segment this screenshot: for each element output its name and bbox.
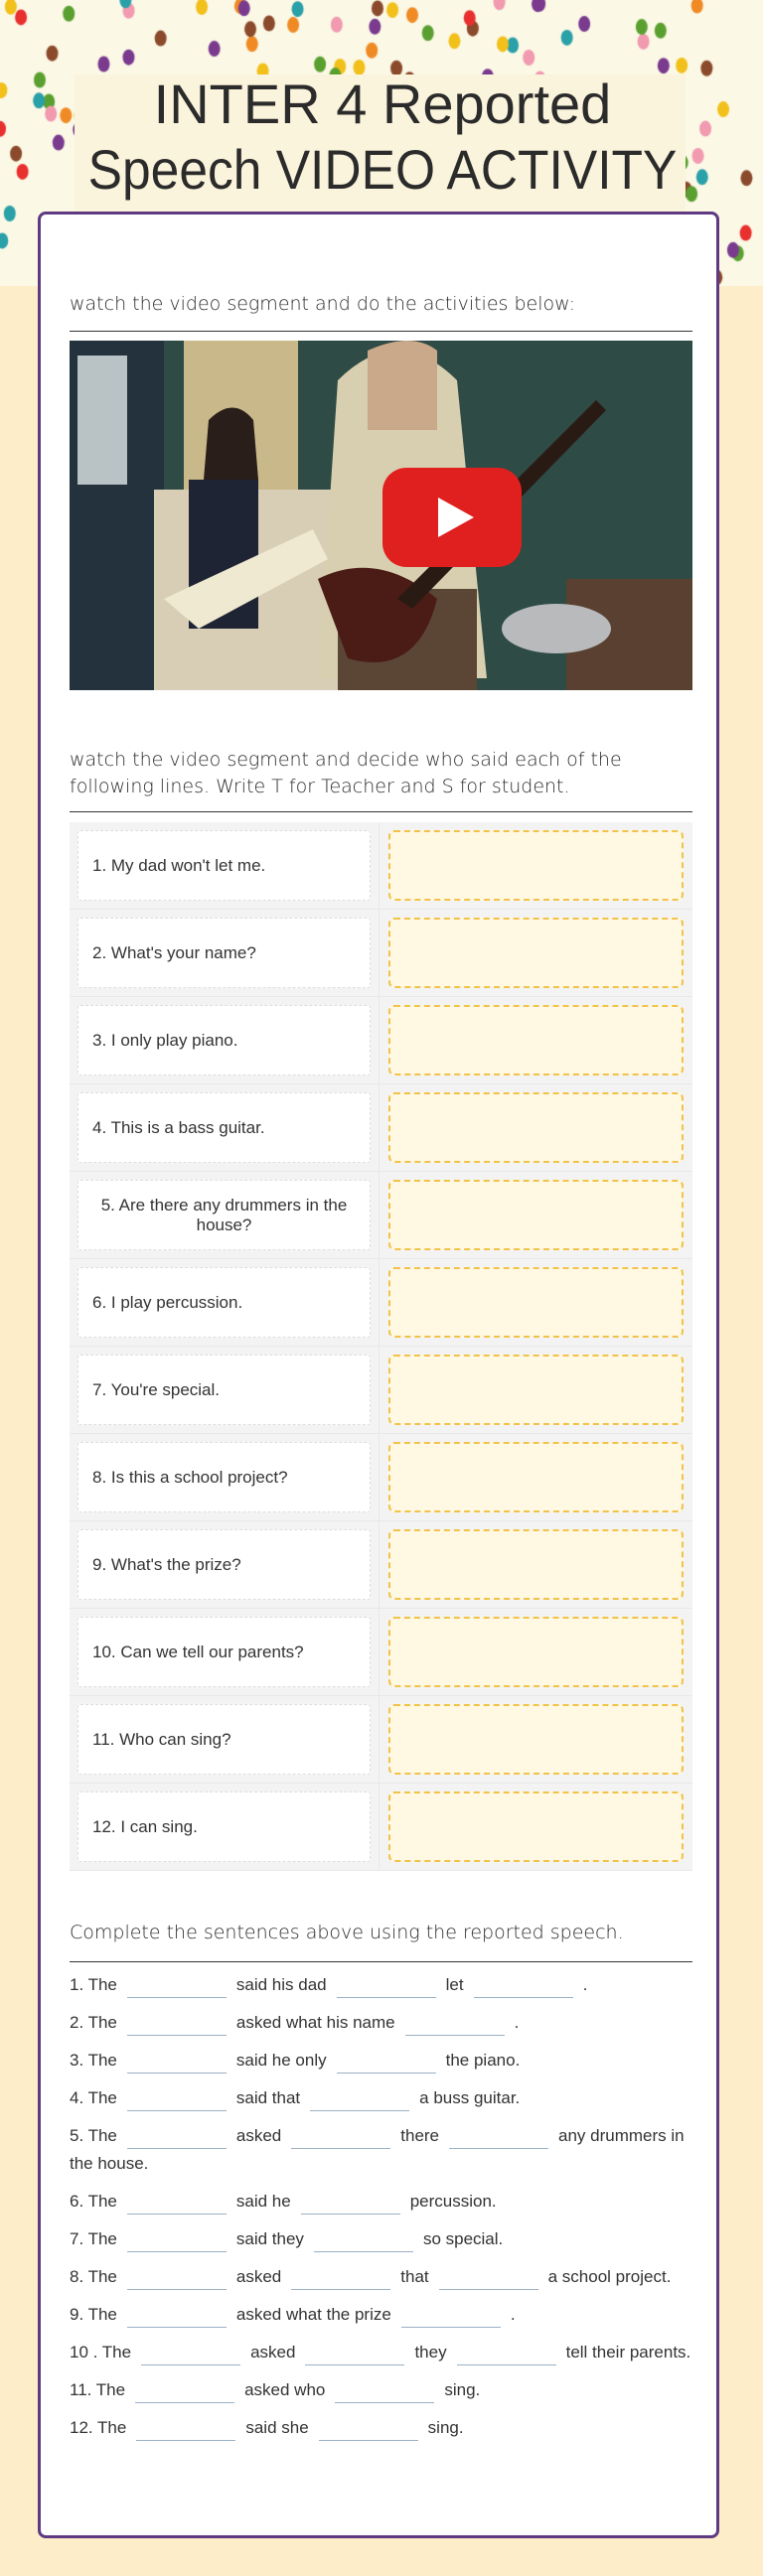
quote-cell (70, 1347, 380, 1433)
blank-input[interactable] (127, 2013, 227, 2036)
sentence-text: 6. The (70, 2192, 117, 2211)
quote-cell (70, 1609, 380, 1695)
sentence-text: said his dad (235, 1975, 327, 1994)
answer-cell (380, 1172, 692, 1258)
sentence-text: asked (235, 2126, 282, 2145)
blank-input[interactable] (305, 2343, 404, 2365)
blank-input[interactable] (127, 2051, 227, 2074)
blank-input[interactable] (127, 2267, 227, 2290)
sentence (70, 2009, 695, 2037)
sentence-text: that (400, 2267, 429, 2286)
sentence-text: 11. The (70, 2380, 126, 2399)
answer-cell (380, 1521, 692, 1608)
section1-heading: watch the video segment and do the activities below: (70, 293, 576, 315)
blank-input[interactable] (127, 2305, 227, 2328)
sentence-text: sing. (444, 2380, 481, 2399)
quote-card[interactable]: 6. I play percussion. (77, 1267, 371, 1338)
divider (70, 811, 692, 812)
sentence-text: said she (245, 2418, 309, 2437)
page-title (60, 72, 705, 203)
drop-zone[interactable] (388, 1005, 684, 1075)
quote-cell (70, 1521, 380, 1608)
quote-cell (70, 822, 380, 909)
table-row (70, 1172, 692, 1259)
sentence-text: 2. The (70, 2013, 117, 2032)
sentence-text: . (514, 2013, 520, 2032)
divider (70, 331, 692, 332)
drop-zone[interactable] (388, 1791, 684, 1862)
drop-zone[interactable] (388, 1092, 684, 1163)
section2-heading: watch the video segment and decide who said each of the following lines. Write T for Teacher and S for student. (70, 749, 622, 797)
title-line-1: INTER 4 Reported (153, 72, 612, 135)
blank-input[interactable] (457, 2343, 556, 2365)
quote-card[interactable]: 7. You're special. (77, 1355, 371, 1425)
drop-zone[interactable] (388, 1442, 684, 1512)
sentence-text: asked what his name (235, 2013, 395, 2032)
sentence-text: said he (235, 2192, 291, 2211)
blank-input[interactable] (127, 2229, 227, 2252)
sentence (70, 2414, 695, 2442)
blank-input[interactable] (136, 2418, 235, 2441)
answer-cell (380, 910, 692, 996)
title-line-2: Speech VIDEO ACTIVITY (87, 138, 678, 201)
quote-cell (70, 1434, 380, 1520)
blank-input[interactable] (337, 1975, 436, 1998)
quote-card[interactable]: 4. This is a bass guitar. (77, 1092, 371, 1163)
drop-zone[interactable] (388, 1267, 684, 1338)
sentence-text: any drummers in the house. (70, 2126, 685, 2173)
sentence-text: . (510, 2305, 516, 2324)
sentence-text: 4. The (70, 2088, 117, 2107)
quote-card[interactable]: 8. Is this a school project? (77, 1442, 371, 1512)
table-row (70, 822, 692, 910)
blank-input[interactable] (310, 2088, 409, 2111)
blank-input[interactable] (449, 2126, 548, 2149)
answer-cell (380, 997, 692, 1083)
video-player[interactable] (70, 341, 692, 690)
sentence-text: the piano. (445, 2051, 521, 2070)
fill-in-sentences (70, 1971, 695, 2452)
divider (70, 1961, 692, 1962)
blank-input[interactable] (291, 2267, 390, 2290)
blank-input[interactable] (127, 2088, 227, 2111)
sentence (70, 2339, 695, 2366)
quote-card[interactable]: 10. Can we tell our parents? (77, 1617, 371, 1687)
sentence-text: 9. The (70, 2305, 117, 2324)
blank-input[interactable] (127, 2126, 227, 2149)
sentence-text: tell their parents. (565, 2343, 691, 2361)
table-row (70, 1434, 692, 1521)
sentence-text: let (445, 1975, 464, 1994)
sentence-text: 7. The (70, 2229, 117, 2248)
sentence-text: said that (235, 2088, 301, 2107)
drop-zone[interactable] (388, 1180, 684, 1250)
table-row (70, 1696, 692, 1784)
sentence-text: . (582, 1975, 588, 1994)
answer-cell (380, 1347, 692, 1433)
drop-zone[interactable] (388, 1355, 684, 1425)
blank-input[interactable] (291, 2126, 390, 2149)
quote-card[interactable]: 5. Are there any drummers in the house? (77, 1180, 371, 1250)
sentence-text: sing. (427, 2418, 464, 2437)
table-row (70, 1521, 692, 1609)
quote-card[interactable]: 12. I can sing. (77, 1791, 371, 1862)
section3-heading: Complete the sentences above using the reported speech. (70, 1922, 624, 1943)
table-row (70, 910, 692, 997)
table-row (70, 1084, 692, 1172)
blank-input[interactable] (127, 1975, 227, 1998)
quote-cell (70, 997, 380, 1083)
blank-input[interactable] (335, 2380, 434, 2403)
quote-cell (70, 1259, 380, 1346)
answer-cell (380, 1084, 692, 1171)
drop-zone[interactable] (388, 830, 684, 901)
quote-cell (70, 1696, 380, 1783)
sentence-text: 12. The (70, 2418, 127, 2437)
sentence (70, 2188, 695, 2216)
table-row (70, 1784, 692, 1871)
blank-input[interactable] (135, 2380, 234, 2403)
video-thumbnail (70, 341, 692, 690)
blank-input[interactable] (474, 1975, 573, 1998)
sentence-text: 1. The (70, 1975, 117, 1994)
answer-cell (380, 822, 692, 909)
quote-card[interactable]: 11. Who can sing? (77, 1704, 371, 1775)
sentence-text: 3. The (70, 2051, 117, 2070)
blank-input[interactable] (439, 2267, 538, 2290)
quote-cell (70, 1172, 380, 1258)
table-row (70, 1259, 692, 1347)
sentence-text: asked who (244, 2380, 326, 2399)
sentence-text: they (414, 2343, 447, 2361)
drop-zone[interactable] (388, 1617, 684, 1687)
sentence (70, 2084, 695, 2112)
sentence-text: said they (235, 2229, 304, 2248)
drop-zone[interactable] (388, 918, 684, 988)
answer-cell (380, 1259, 692, 1346)
quote-card[interactable]: 1. My dad won't let me. (77, 830, 371, 901)
answer-cell (380, 1609, 692, 1695)
sentence-text: 8. The (70, 2267, 117, 2286)
quote-card[interactable]: 3. I only play piano. (77, 1005, 371, 1075)
sentence-text: asked (250, 2343, 296, 2361)
sentence-text: percussion. (409, 2192, 497, 2211)
sentence-text: 5. The (70, 2126, 117, 2145)
sentence-text: a buss guitar. (419, 2088, 521, 2107)
blank-input[interactable] (141, 2343, 240, 2365)
answer-cell (380, 1696, 692, 1783)
quote-card[interactable]: 2. What's your name? (77, 918, 371, 988)
sentence (70, 2301, 695, 2329)
sentence-text: asked what the prize (235, 2305, 391, 2324)
blank-input[interactable] (401, 2305, 501, 2328)
quote-card[interactable]: 9. What's the prize? (77, 1529, 371, 1600)
sentence (70, 1971, 695, 1999)
sentence (70, 2047, 695, 2075)
sentence-text: 10 . The (70, 2343, 132, 2361)
sentence-text: a school project. (547, 2267, 672, 2286)
blank-input[interactable] (405, 2013, 505, 2036)
drop-zone[interactable] (388, 1704, 684, 1775)
blank-input[interactable] (314, 2229, 413, 2252)
sentence-text: asked (235, 2267, 282, 2286)
table-row (70, 997, 692, 1084)
sentence (70, 2263, 695, 2291)
sentence (70, 2225, 695, 2253)
quote-cell (70, 1084, 380, 1171)
answer-cell (380, 1434, 692, 1520)
quote-cell (70, 1784, 380, 1870)
sentence-text: so special. (422, 2229, 504, 2248)
blank-input[interactable] (301, 2192, 400, 2215)
youtube-play-icon[interactable] (382, 468, 522, 567)
blank-input[interactable] (337, 2051, 436, 2074)
sentence (70, 2376, 695, 2404)
blank-input[interactable] (127, 2192, 227, 2215)
quote-cell (70, 910, 380, 996)
table-row (70, 1347, 692, 1434)
sentence (70, 2122, 695, 2178)
table-row (70, 1609, 692, 1696)
sentence-text: there (400, 2126, 440, 2145)
sentence-text: said he only (235, 2051, 327, 2070)
blank-input[interactable] (319, 2418, 418, 2441)
drop-zone[interactable] (388, 1529, 684, 1600)
answer-cell (380, 1784, 692, 1870)
matching-table (70, 822, 692, 1871)
